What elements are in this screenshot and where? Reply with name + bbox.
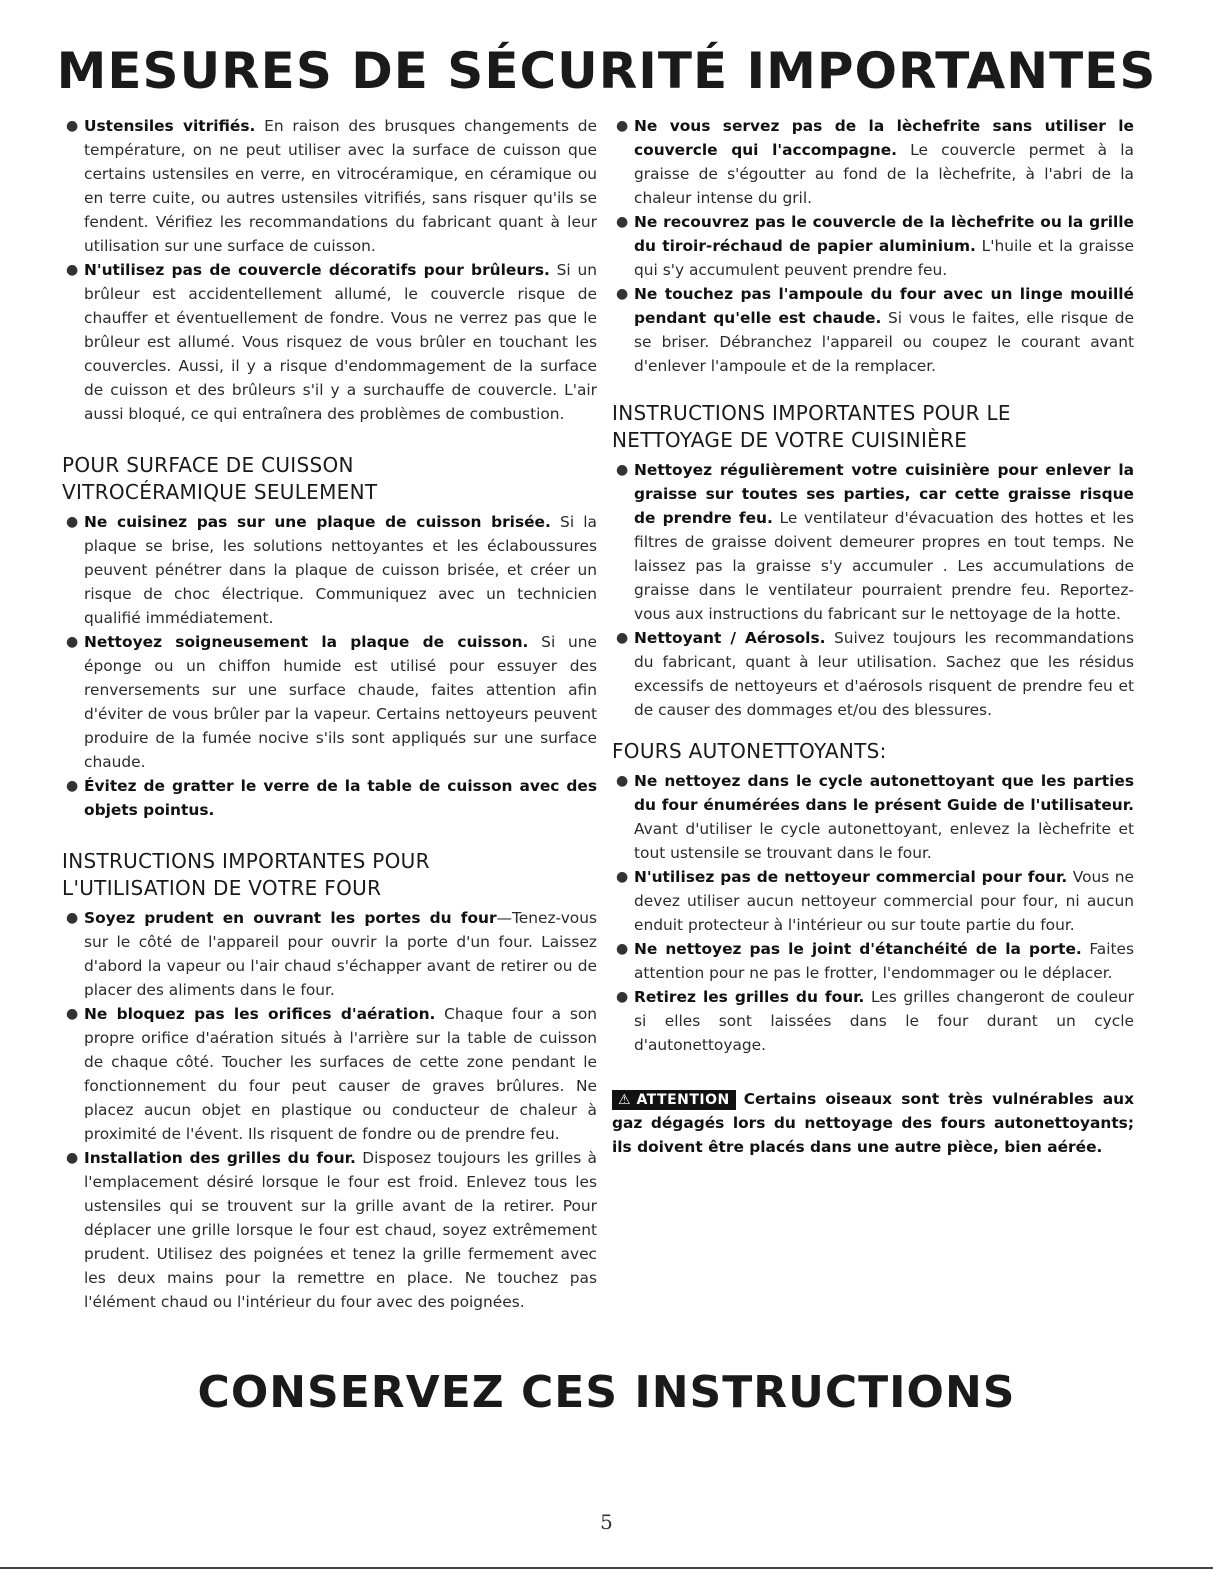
left-intro-list: [62, 114, 597, 426]
list-item: [612, 865, 1134, 937]
list-item: [612, 626, 1134, 722]
left-section1-list: [62, 510, 597, 822]
list-item: [62, 906, 597, 1002]
list-item: [62, 510, 597, 630]
list-item: [62, 1002, 597, 1146]
bullet-icon: ●: [66, 1006, 79, 1022]
bullet-icon: ●: [66, 778, 79, 794]
item-text: Le couvercle permet à la graisse de s'égoutter au fond de la lèchefrite, à l'abri de la chaleur intense du gril.: [634, 141, 1134, 207]
item-bold: Installation des grilles du four.: [84, 1149, 356, 1167]
right-intro-list: [612, 114, 1134, 378]
item-bold: Nettoyez soigneusement la plaque de cuisson.: [84, 633, 529, 651]
list-item: [612, 114, 1134, 210]
right-column: [612, 114, 1134, 1159]
left-section2-list: [62, 906, 597, 1314]
item-bold: Ne touchez pas l'ampoule du four avec un linge mouillé pendant qu'elle est chaude.: [634, 285, 1134, 327]
list-item: [62, 1146, 597, 1314]
item-bold: Ne cuisinez pas sur une plaque de cuisson brisée.: [84, 513, 551, 531]
item-bold: Soyez prudent en ouvrant les portes du four: [84, 909, 497, 927]
bird-warning: [612, 1087, 1134, 1159]
attention-badge: [612, 1090, 736, 1110]
item-text: Vous ne devez utiliser aucun nettoyeur commercial pour four, ni aucun enduit protecteur à l'intérieur ou sur toute partie du four.: [634, 868, 1135, 934]
heading-line: INSTRUCTIONS IMPORTANTES POUR LE: [612, 401, 1011, 425]
section-heading: [62, 848, 597, 902]
bullet-icon: ●: [616, 462, 629, 478]
item-text: Si vous le faites, elle risque de se briser. Débranchez l'appareil ou coupez le courant avant d'enlever l'ampoule et de la remplacer.: [634, 309, 1135, 375]
list-item: [612, 458, 1134, 626]
bullet-icon: ●: [616, 118, 629, 134]
item-text: Si la plaque se brise, les solutions nettoyantes et les éclaboussures peuvent pénétrer dans la plaque de cuisson brisée, et créer un risque de choc électrique. Communiquez avec un technicien qualifié immédiatement.: [84, 513, 597, 627]
section-heading: FOURS AUTONETTOYANTS:: [612, 739, 887, 763]
item-bold: Ne nettoyez pas le joint d'étanchéité de la porte.: [634, 940, 1082, 958]
bullet-icon: ●: [616, 214, 629, 230]
item-text: Si une éponge ou un chiffon humide est utilisé pour essuyer des renversements sur une surface chaude, faites attention afin d'éviter de vous brûler par la vapeur. Certains nettoyeurs peuvent produire de la fumée nocive s'ils sont appliqués sur une surface chaude.: [84, 633, 597, 771]
heading-line: POUR SURFACE DE CUISSON: [62, 453, 354, 477]
item-text: Les grilles changeront de couleur si elles sont laissées dans le four durant un cycle d'autonettoyage.: [634, 988, 1134, 1054]
item-text: Chaque four a son propre orifice d'aération situés à l'arrière sur la table de cuisson de chaque côté. Toucher les surfaces de cette zone pendant le fonctionnement du four peut causer de graves brûlures. Ne placez aucun objet en plastique ou conducteur de chaleur à proximité de l'évent. Ils risquent de fondre ou de prendre feu.: [84, 1005, 598, 1143]
footer-title: CONSERVEZ CES INSTRUCTIONS: [197, 1367, 1016, 1418]
item-bold: N'utilisez pas de nettoyeur commercial pour four.: [634, 868, 1068, 886]
item-text: L'huile et la graisse qui s'y accumulent peuvent prendre feu.: [634, 237, 1134, 279]
item-text: Avant d'utiliser le cycle autonettoyant, enlevez la lèchefrite et tout ustensile se trouvant dans le four.: [634, 820, 1134, 862]
heading-line: NETTOYAGE DE VOTRE CUISINIÈRE: [612, 428, 968, 452]
item-bold: Évitez de gratter le verre de la table de cuisson avec des objets pointus.: [84, 777, 597, 819]
list-item: [612, 769, 1134, 865]
list-item: [62, 114, 597, 258]
warning-text: Certains oiseaux sont très vulnérables aux gaz dégagés lors du nettoyage des fours autonettoyants; ils doivent être placés dans une autre pièce, bien aérée.: [612, 1090, 1134, 1156]
item-bold: Ne recouvrez pas le couvercle de la lèchefrite ou la grille du tiroir-réchaud de papier aluminium.: [634, 213, 1134, 255]
heading-line: VITROCÉRAMIQUE SEULEMENT: [62, 480, 378, 504]
list-item: [62, 774, 597, 822]
right-section1-list: [612, 458, 1134, 722]
bullet-icon: ●: [616, 286, 629, 302]
bullet-icon: ●: [616, 941, 629, 957]
heading-line: L'UTILISATION DE VOTRE FOUR: [62, 876, 382, 900]
item-bold: Ne bloquez pas les orifices d'aération.: [84, 1005, 436, 1023]
list-item: [62, 258, 597, 426]
item-bold: Ne nettoyez dans le cycle autonettoyant que les parties du four énumérées dans le présent Guide de l'utilisateur.: [634, 772, 1134, 814]
bullet-icon: ●: [616, 773, 629, 789]
attention-label: ATTENTION: [636, 1092, 730, 1108]
item-bold: Retirez les grilles du four.: [634, 988, 865, 1006]
section-heading: [612, 400, 1134, 454]
list-item: [612, 210, 1134, 282]
item-bold: Ne vous servez pas de la lèchefrite sans utiliser le couvercle qui l'accompagne.: [634, 117, 1134, 159]
item-text: Faites attention pour ne pas le frotter, l'endommager ou le déplacer.: [634, 940, 1135, 982]
page-title: MESURES DE SÉCURITÉ IMPORTANTES: [56, 42, 1157, 100]
bullet-icon: ●: [66, 514, 79, 530]
item-bold: Nettoyez régulièrement votre cuisinière pour enlever la graisse sur toutes ses parties, car cette graisse risque de prendre feu.: [634, 461, 1134, 527]
item-text: Suivez toujours les recommandations du fabricant, quant à leur utilisation. Sachez que les résidus excessifs de nettoyeurs et d'aérosols risquent de prendre feu et de causer des dommages et/ou des blessures.: [634, 629, 1134, 719]
left-column: [62, 114, 597, 1314]
bottom-divider: [0, 1567, 1213, 1569]
list-item: [612, 937, 1134, 985]
item-text: —Tenez-vous sur le côté de l'appareil pour ouvrir la porte d'un four. Laissez d'abord la vapeur ou l'air chaud s'échapper avant de retirer ou de placer des aliments dans le four.: [84, 909, 597, 999]
bullet-icon: ●: [66, 910, 79, 926]
item-text: Si un brûleur est accidentellement allumé, le couvercle risque de chauffer et éventuellement de fondre. Vous ne verrez pas que le brûleur est allumé. Vous risquez de vous brûler en touchant les couvercles. Aussi, il y a risque d'endommagement de la surface de cuisson et des brûleurs s'il y a surchauffe de couvercle. L'air aussi bloqué, ce qui entraînera des problèmes de combustion.: [84, 261, 597, 423]
item-bold: Ustensiles vitrifiés.: [84, 117, 256, 135]
list-item: [612, 985, 1134, 1057]
bullet-icon: ●: [616, 989, 629, 1005]
section-heading: [62, 452, 597, 506]
item-bold: N'utilisez pas de couvercle décoratifs pour brûleurs.: [84, 261, 550, 279]
heading-line: INSTRUCTIONS IMPORTANTES POUR: [62, 849, 430, 873]
item-text: Disposez toujours les grilles à l'emplacement désiré lorsque le four est froid. Enlevez tous les ustensiles qui se trouvent sur la grille avant de la retirer. Pour déplacer une grille lorsque le four est chaud, soyez extrêmement prudent. Utilisez des poignées et tenez la grille fermement avec les deux mains pour la remettre en place. Ne touchez pas l'élément chaud ou l'intérieur du four avec des poignées.: [84, 1149, 597, 1311]
bullet-icon: ●: [66, 1150, 79, 1166]
warning-triangle-icon: ⚠: [618, 1092, 632, 1108]
list-item: [612, 282, 1134, 378]
list-item: [62, 630, 597, 774]
right-section2-list: [612, 769, 1134, 1057]
bullet-icon: ●: [66, 634, 79, 650]
page-number: 5: [600, 1510, 613, 1534]
item-text: En raison des brusques changements de température, on ne peut utiliser avec la surface de cuisson que certains ustensiles en verre, en vitrocéramique, en céramique ou en terre cuite, ou autres ustensiles vitrifiés, sans risquer qu'ils se fendent. Vérifiez les recommandations du fabricant quant à leur utilisation sur une surface de cuisson.: [84, 117, 598, 255]
bullet-icon: ●: [66, 118, 79, 134]
bullet-icon: ●: [616, 869, 629, 885]
bullet-icon: ●: [66, 262, 79, 278]
bullet-icon: ●: [616, 630, 629, 646]
item-text: Le ventilateur d'évacuation des hottes et les filtres de graisse doivent demeurer propres en tout temps. Ne laissez pas la graisse s'y accumuler . Les accumulations de graisse dans le ventilateur pourraient prendre feu. Reportez-vous aux instructions du fabricant sur le nettoyage de la hotte.: [634, 509, 1134, 623]
item-bold: Nettoyant / Aérosols.: [634, 629, 826, 647]
